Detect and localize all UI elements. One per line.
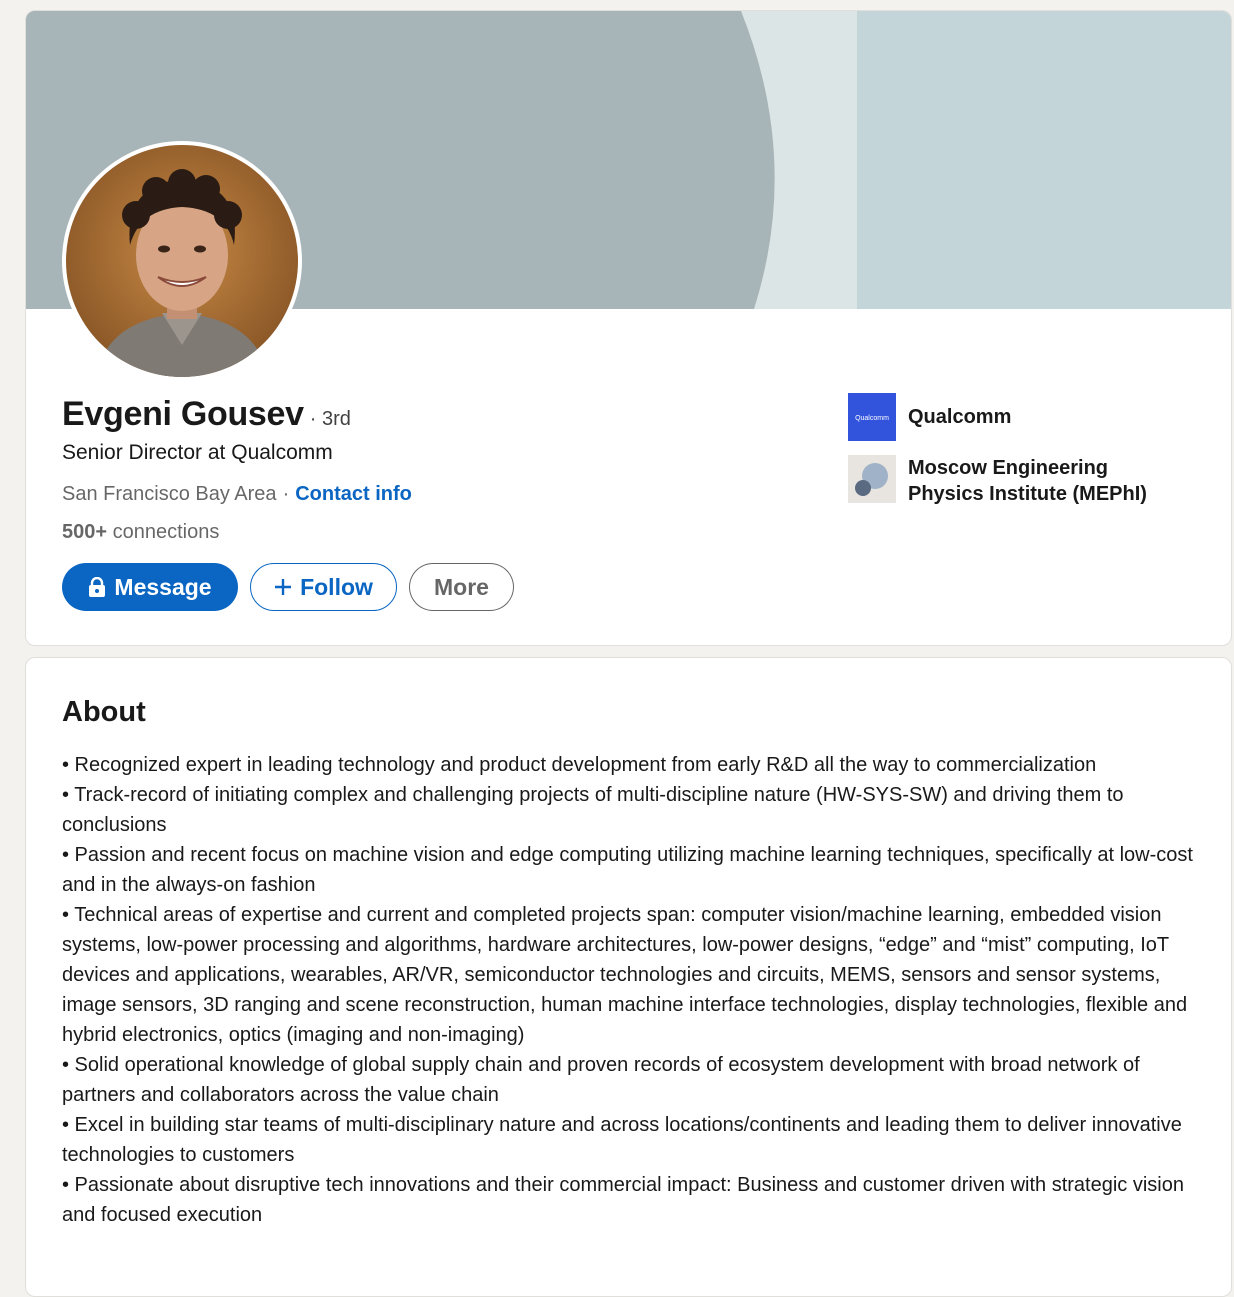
organizations-list xyxy=(848,393,1178,521)
name-row xyxy=(62,395,351,434)
about-bullet: • Recognized expert in leading technology and product development from early R&D all the way to commercialization xyxy=(62,754,1097,776)
about-bullet: • Passionate about disruptive tech innovations and their commercial impact: Business and customer driven with strategic vision and focused execution xyxy=(62,1174,1184,1226)
about-bullet: • Passion and recent focus on machine vision and edge computing utilizing machine learning techniques, specifically at low-cost and in the always-on fashion xyxy=(62,844,1193,896)
about-bullet: • Track-record of initiating complex and challenging projects of multi-discipline nature (HW-SYS-SW) and driving them to conclusions xyxy=(62,784,1124,836)
profile-name: Evgeni Gousev xyxy=(62,395,304,433)
svg-text:Qualcomm: Qualcomm xyxy=(855,415,889,422)
location-row xyxy=(62,483,412,506)
qualcomm-logo xyxy=(848,393,896,441)
plus-icon xyxy=(274,578,292,596)
connections-count: 500+ xyxy=(62,521,108,543)
profile-location: San Francisco Bay Area xyxy=(62,483,277,505)
about-bullet: • Solid operational knowledge of global supply chain and proven records of ecosystem development with broad network of partners and collaborators across the value chain xyxy=(62,1054,1140,1106)
about-bullet: • Technical areas of expertise and current and completed projects span: computer vision/machine learning, embedded vision systems, low-power processing and algorithms, hardware architectures, low-power designs, “edge” and “mist” computing, IoT devices and applications, wearables, AR/VR, semiconductor technologies and circuits, MEMS, sensors and sensor systems, image sensors, 3D ranging and scene reconstruction, human machine interface technologies, display technologies, flexible and hybrid electronics, optics (imaging and non-imaging) xyxy=(62,904,1188,1046)
profile-photo[interactable] xyxy=(62,141,302,381)
profile-card xyxy=(25,10,1232,646)
about-heading: About xyxy=(62,696,146,728)
org-current-company[interactable] xyxy=(848,393,1178,441)
org-name-mephi: Moscow Engineering Physics Institute (MEPhI) xyxy=(908,457,1147,505)
profile-headline: Senior Director at Qualcomm xyxy=(62,441,333,464)
message-button[interactable] xyxy=(62,563,238,611)
follow-button[interactable] xyxy=(250,563,397,611)
profile-actions xyxy=(62,563,514,611)
connection-degree: · 3rd xyxy=(309,408,351,430)
org-name-qualcomm: Qualcomm xyxy=(908,406,1012,428)
avatar xyxy=(66,145,298,377)
contact-info-link[interactable]: Contact info xyxy=(295,483,412,505)
connections-label: connections xyxy=(112,521,220,543)
about-bullet: • Excel in building star teams of multi-disciplinary nature and across locations/continents and leading them to deliver innovative technologies to customers xyxy=(62,1114,1182,1166)
more-button-label: More xyxy=(434,573,489,600)
school-logo xyxy=(848,455,896,503)
connections-link[interactable] xyxy=(62,521,219,544)
lock-icon xyxy=(88,577,106,597)
about-card xyxy=(25,657,1232,1297)
follow-button-label: Follow xyxy=(300,573,373,600)
org-education[interactable] xyxy=(848,455,1178,507)
message-button-label: Message xyxy=(114,573,212,600)
separator: · xyxy=(282,483,290,505)
about-text xyxy=(62,750,1202,1230)
more-button[interactable] xyxy=(409,563,514,611)
